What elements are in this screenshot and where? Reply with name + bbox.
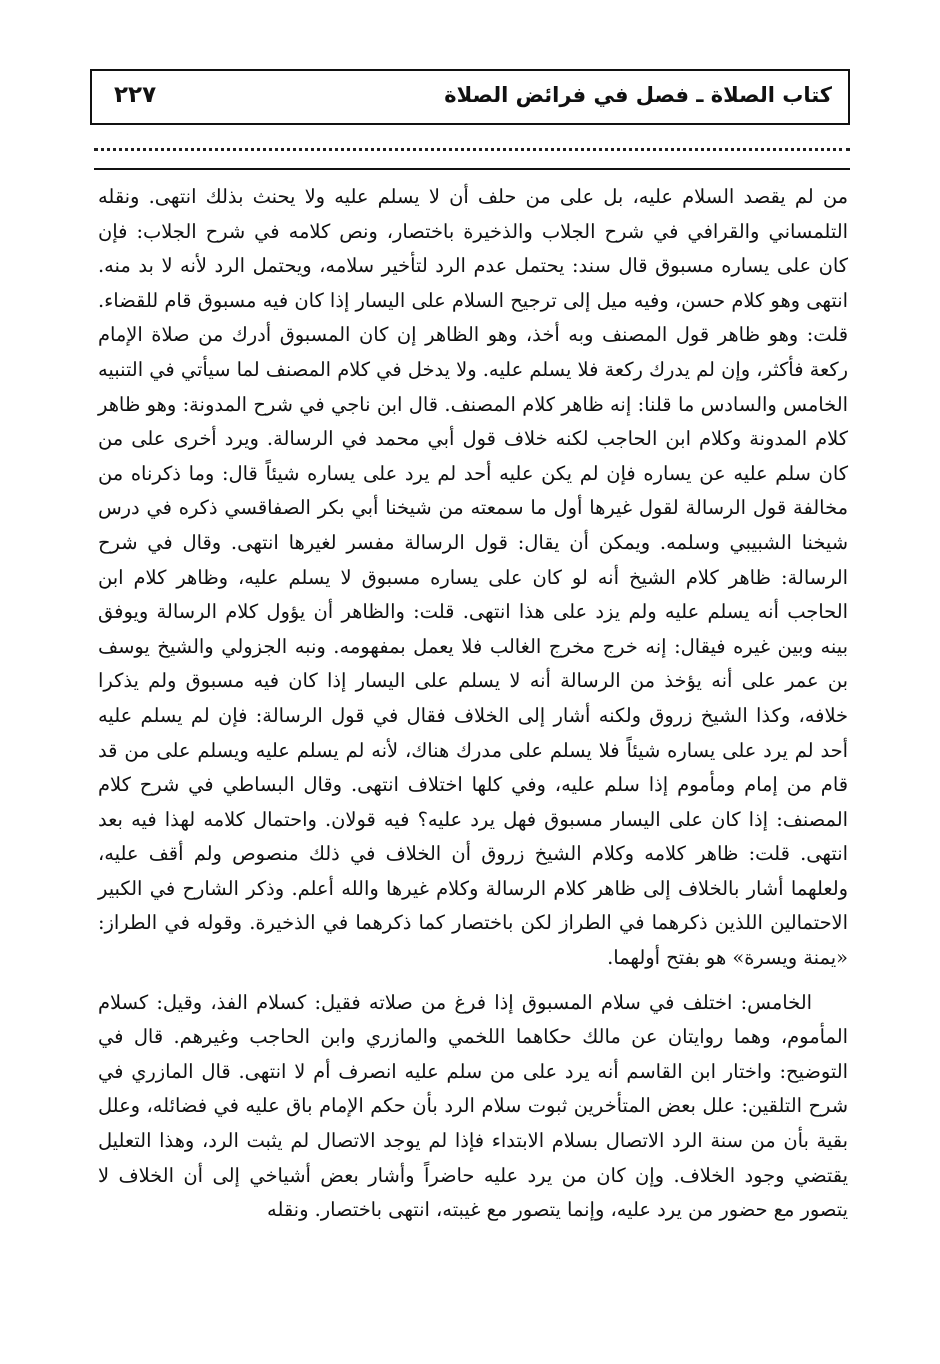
running-header — [90, 69, 850, 125]
paragraph-1: من لم يقصد السلام عليه، بل على من حلف أن لا يسلم عليه ولا يحنث بذلك انتهى. ونقله التلمساني والقرافي في شرح الجلاب والذخيرة باختصار، ونص كلامه في شرح الجلاب: فإن كان على يساره مسبوق قال سند: يحتمل عدم الرد لتأخير سلامه، ويحتمل الرد لأنه لا بد منه. انتهى وهو كلام حسن، وفيه ميل إلى ترجيح السلام على اليسار إذا كان فيه مسبوق قام للقضاء. قلت: وهو ظاهر قول المصنف وبه أخذ، وهو الظاهر إن كان المسبوق أدرك من صلاة الإمام ركعة فأكثر، وإن لم يدرك ركعة فلا يسلم عليه. ولا يدخل في كلام المصنف لما سيأتي في التنبيه الخامس والسادس ما قلنا: إنه ظاهر كلام المصنف. قال ابن ناجي في شرح المدونة: وهو ظاهر كلام المدونة وكلام ابن الحاجب لكنه خلاف قول أبي محمد في الرسالة. ويرد أخرى على من كان سلم عليه عن يساره فإن لم يكن عليه أحد لم يرد على يساره شيئاً قال: وما ذكرناه من مخالفة قول الرسالة لقول غيرها أول ما سمعته من شيخنا أبي بكر الصفاقسي ذكره في درس شيخنا الشبيبي وسلمه. ويمكن أن يقال: قول الرسالة مفسر لغيرها انتهى. وقال في شرح الرسالة: ظاهر كلام الشيخ أنه لو كان على يساره مسبوق لا يسلم عليه، وظاهر كلام ابن الحاجب أنه يسلم عليه ولم يزد على هذا انتهى. قلت: والظاهر أن يؤول كلام الرسالة ويوفق بينه وبين غيره فيقال: إنه خرج مخرج الغالب فلا يعمل بمفهومه. ونبه الجزولي والشيخ يوسف بن عمر على أنه يؤخذ من الرسالة أنه لا يسلم على اليسار إذا كان فيه مسبوق ولم يذكرا خلافه، وكذا الشيخ زروق ولكنه أشار إلى الخلاف فقال في قول الرسالة: فإن لم يسلم عليه أحد لم يرد على يساره شيئاً فلا يسلم على مدرك هناك، لأنه لم يسلم عليه ويسلم على من قد قام من إمام ومأموم إذا سلم عليه، وفي كلها اختلاف انتهى. وقال البساطي في شرح كلام المصنف: إذا كان على اليسار مسبوق فهل يرد عليه؟ فيه قولان. واحتمال كلامه لهذا فيه بعد انتهى. قلت: ظاهر كلامه وكلام الشيخ زروق أن الخلاف في ذلك منصوص ولم أقف عليه، ولعلهما أشار بالخلاف إلى ظاهر كلام الرسالة وكلام غيرها والله أعلم. وذكر الشارح في الكبير الاحتمالين اللذين ذكرهما في الطراز لكن باختصار كما ذكرهما في الذخيرة. وقوله في الطراز: «يمنة ويسرة» هو بفتح أولهما. — [98, 185, 848, 970]
body-text — [98, 180, 848, 1228]
dotted-separator — [94, 148, 850, 151]
page-number: ٢٢٧ — [114, 82, 157, 108]
paragraph-2: الخامس: اختلف في سلام المسبوق إذا فرغ من صلاته فقيل: كسلام الفذ، وقيل: كسلام المأموم، وهما روايتان عن مالك حكاهما اللخمي والمازري وابن الحاجب وغيرهم. قال في التوضيح: واختار ابن القاسم أنه يرد على من سلم عليه انصرف أم لا انتهى. قال المازري في شرح التلقين: علل بعض المتأخرين ثبوت سلام الرد بأن حكم الإمام باق عليه في فضائله، وعلل بقية بأن من سنة الرد الاتصال بسلام الابتداء فإذا لم يوجد الاتصال لم يثبت الرد، وهذا التعليل يقتضي وجود الخلاف. وإن كان من يرد عليه حاضراً وأشار بعض أشياخي إلى أن الخلاف لا يتصور مع حضور من يرد عليه، وإنما يتصور مع غيبته، انتهى باختصار. ونقله — [98, 990, 848, 1222]
horizontal-rule — [94, 168, 850, 170]
chapter-title: كتاب الصلاة ـ فصل في فرائض الصلاة — [444, 83, 832, 107]
